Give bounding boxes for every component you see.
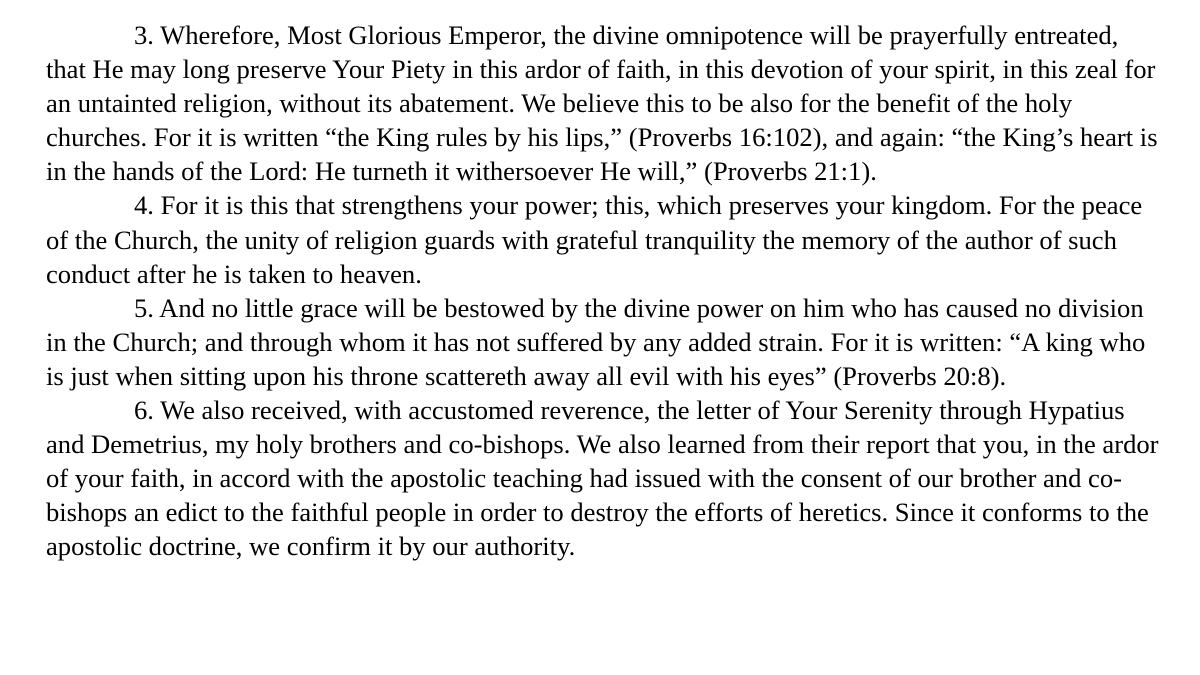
paragraph-6: 6. We also received, with accustomed reverence, the letter of Your Serenity through Hypatius and Demetrius, my holy brothers and co-bishops. We also learned from their report that you, in the ardor of your faith, in accord with the apostolic teaching had issued with the consent of our brother and co-bishops an edict to the faithful people in order to destroy the efforts of heretics. Since it conforms to the apostolic doctrine, we confirm it by our authority.	[46, 395, 1159, 562]
paragraph-4: 4. For it is this that strengthens your power; this, which preserves your kingdom. For the peace of the Church, the unity of religion guards with grateful tranquility the memory of the author of such conduct after he is taken to heaven.	[46, 190, 1143, 289]
paragraph-5: 5. And no little grace will be bestowed by the divine power on him who has caused no division in the Church; and through whom it has not suffered by any added strain. For it is written: “A king who is just when sitting upon his throne scattereth away all evil with his eyes” (Proverbs 20:8).	[46, 292, 1146, 391]
paragraph-3: 3. Wherefore, Most Glorious Emperor, the divine omnipotence will be prayerfully entreated, that He may long preserve Your Piety in this ardor of faith, in this devotion of your spirit, in this zeal for an untainted religion, without its abatement. We believe this to be also for the benefit of the holy churches. For it is written “the King rules by his lips,” (Proverbs 16:102), and again: “the King’s heart is in the hands of the Lord: He turneth it withersoever He will,” (Proverbs 21:1).	[46, 20, 1158, 187]
